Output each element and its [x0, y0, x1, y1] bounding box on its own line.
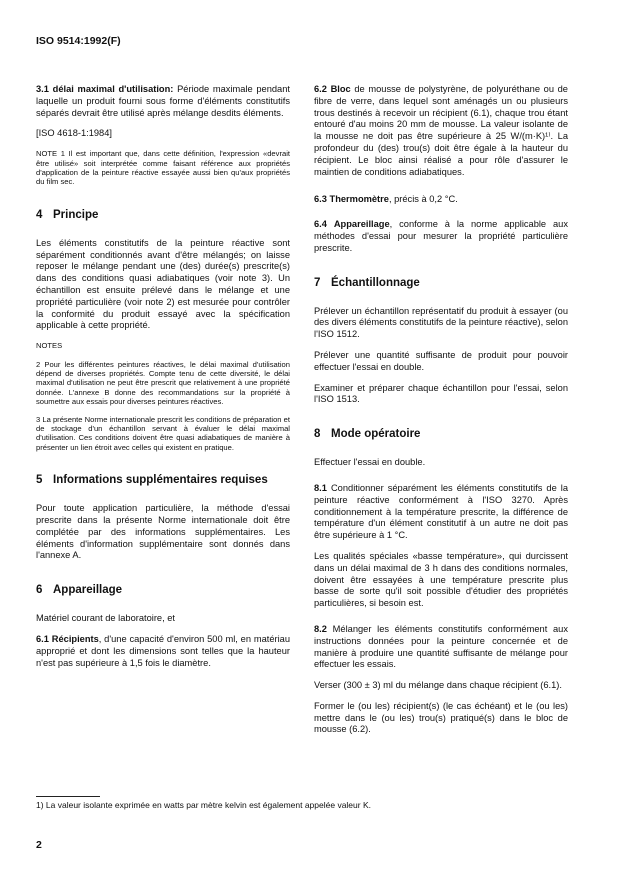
left-column — [36, 84, 290, 678]
note-2: 2 Pour les différentes peintures réactives, le délai maximal d'utilisation dépend de diverses propriétés. Compte tenu de cette diversité, le délai maximal d'utilisation ne peut être prescrit que relativement à une propriété donnée. L'annexe B donne des recommandations sur la propriété à soumettre aux essais pour diverses peintures réactives. — [36, 359, 290, 407]
section-8-heading — [314, 428, 568, 441]
footnote-divider — [36, 796, 100, 797]
clause-number: 6.4 — [314, 219, 327, 230]
section-title: Appareillage — [53, 584, 123, 597]
term: délai maximal d'utilisation: — [52, 84, 174, 94]
clause-text: Conditionner séparément les éléments constitutifs de la peinture réactive conformément à l'ISO 3270. Après conditionnement à la température prescrite, la différence de température d'un élément constitutif à un autre ne doit pas être supérieure à 1 °C. — [314, 482, 568, 541]
section-number: 5 — [36, 474, 43, 487]
section-number: 8 — [314, 428, 321, 441]
section-7-p2: Prélever une quantité suffisante de produit pour pouvoir effectuer l'essai en double. — [314, 349, 568, 372]
clause-6-1 — [36, 634, 290, 669]
section-6-text: Matériel courant de laboratoire, et — [36, 613, 176, 624]
section-title: Informations supplémentaires requises — [53, 474, 268, 487]
clause-number: 6.2 — [314, 84, 327, 94]
section-number: 7 — [314, 276, 321, 289]
clause-6-3 — [314, 194, 568, 206]
clause-text: , précis à 0,2 °C. — [388, 194, 458, 205]
section-5-heading — [36, 474, 290, 487]
section-7-p1: Prélever un échantillon représentatif du produit à essayer (ou des divers éléments constitutifs de la peinture réactive), selon l'ISO 1512. — [314, 305, 568, 340]
document-header: ISO 9514:1992(F) — [36, 35, 121, 47]
term: Thermomètre — [329, 194, 389, 205]
section-title: Mode opératoire — [331, 428, 421, 441]
notes-heading: NOTES — [36, 341, 63, 351]
right-column — [314, 84, 568, 745]
clause-number: 8.2 — [314, 623, 327, 634]
clause-6-4 — [314, 219, 568, 254]
section-4-text: Les éléments constitutifs de la peinture réactive sont séparément conditionnés avant d'être mélangés; on laisse reposer le mélange pendant une (des) durée(s) prescrite(s) dans des conditions quasi adiabatiques (voir note 3). Un échantillon est ensuite prélevé dans le mélange et une propriété particulière (voir note 2) est mesurée pour contrôler la conformité du produit essayé avec la spécification applicable à cette propriété. — [36, 237, 290, 331]
clause-text: de mousse de polystyrène, de polyuréthane ou de fibre de verre, dans lequel sont aménagés un ou plusieurs trous destinés à recevoir un récipient (6.1), chaque trou étant entouré d'au moins 20 mm de mousse. La valeur isolante de la mousse ne doit pas être supérieure à 25 W/(m·K)¹⁾. La profondeur du (des) trou(s) doit être égale à la hauteur du récipient. Le bloc ainsi réalisé a pour rôle d'assurer le maintien de conditions adiabatiques. — [314, 84, 568, 177]
section-5-text: Pour toute application particulière, la méthode d'essai prescrite dans la présente Norme internationale doit être complétée par des informations supplémentaires. Les éléments d'information supplémentaire sont donnés dans l'annexe A. — [36, 503, 290, 561]
reference: [ISO 4618-1:1984] — [36, 128, 112, 139]
clause-number: 8.1 — [314, 482, 327, 493]
clause-8-1-p2: Les qualités spéciales «basse température», qui durcissent dans un délai maximal de 3 h dans des conditions normales, doivent être essayées à une température prescrite plus basse de sorte qu'il soit possible d'étudier des propriétés particulières, si besoin est. — [314, 550, 568, 609]
section-7-p3: Examiner et préparer chaque échantillon pour l'essai, selon l'ISO 1513. — [314, 382, 568, 405]
clause-number: 6.3 — [314, 194, 327, 205]
term: Appareillage — [333, 219, 390, 230]
footnote: 1) La valeur isolante exprimée en watts par mètre kelvin est également appelée valeur K. — [36, 800, 371, 810]
clause-8-2-p2: Verser (300 ± 3) ml du mélange dans chaque récipient (6.1). — [314, 680, 562, 691]
term: Récipients — [51, 634, 99, 645]
clause-8-2 — [314, 624, 568, 671]
clause-8-2-p3: Former le (ou les) récipient(s) (le cas échéant) et le (ou les) mettre dans le (ou les) trou(s) pratiqué(s) dans le bloc de mousse (6.2). — [314, 700, 568, 735]
section-7-heading — [314, 277, 568, 290]
note-1: NOTE 1 Il est important que, dans cette définition, l'expression «devrait être utilisé» soit interprétée comme faisant référence aux propriétés d'application de la peinture réactive essayée aussi bien qu'aux propriétés du film sec. — [36, 149, 290, 187]
note-3: 3 La présente Norme internationale prescrit les conditions de préparation et de stockage d'un échantillon servant à évaluer le délai maximal d'utilisation. Ces conditions doivent être quasi adiabatiques de manière à présenter un lien étroit avec celles qui existent en pratique. — [36, 414, 290, 452]
section-number: 6 — [36, 584, 43, 597]
clause-8-1 — [314, 483, 568, 542]
section-title: Échantillonnage — [331, 276, 420, 289]
section-title: Principe — [53, 208, 99, 221]
section-6-heading — [36, 584, 290, 597]
clause-number: 3.1 — [36, 84, 49, 94]
clause-number: 6.1 — [36, 634, 49, 645]
term: Bloc — [330, 84, 351, 94]
clause-6-2 — [314, 84, 568, 178]
clause-text: , d'une capacité d'environ 500 ml, en matériau approprié et dont les dimensions sont telles que la hauteur n'est pas supérieure à 1,5 fois le diamètre. — [36, 634, 290, 668]
section-number: 4 — [36, 208, 43, 221]
clause-text: , conforme à la norme applicable aux méthodes d'essai pour mesurer la propriété particulière prescrite. — [314, 219, 568, 253]
definition-3-1 — [36, 84, 290, 119]
section-8-p1: Effectuer l'essai en double. — [314, 457, 426, 468]
page-number: 2 — [36, 839, 42, 851]
definition-text: Période maximale pendant laquelle un produit fourni sous forme d'éléments constitutifs séparés devrait être utilisé après mélange desdits éléments. — [36, 84, 290, 118]
clause-text: Mélanger les éléments constitutifs conformément aux instructions données pour la peinture concernée et de manière à produire une quantité suffisante de mélange pour effectuer les essais. — [314, 623, 568, 670]
section-4-heading — [36, 209, 290, 222]
